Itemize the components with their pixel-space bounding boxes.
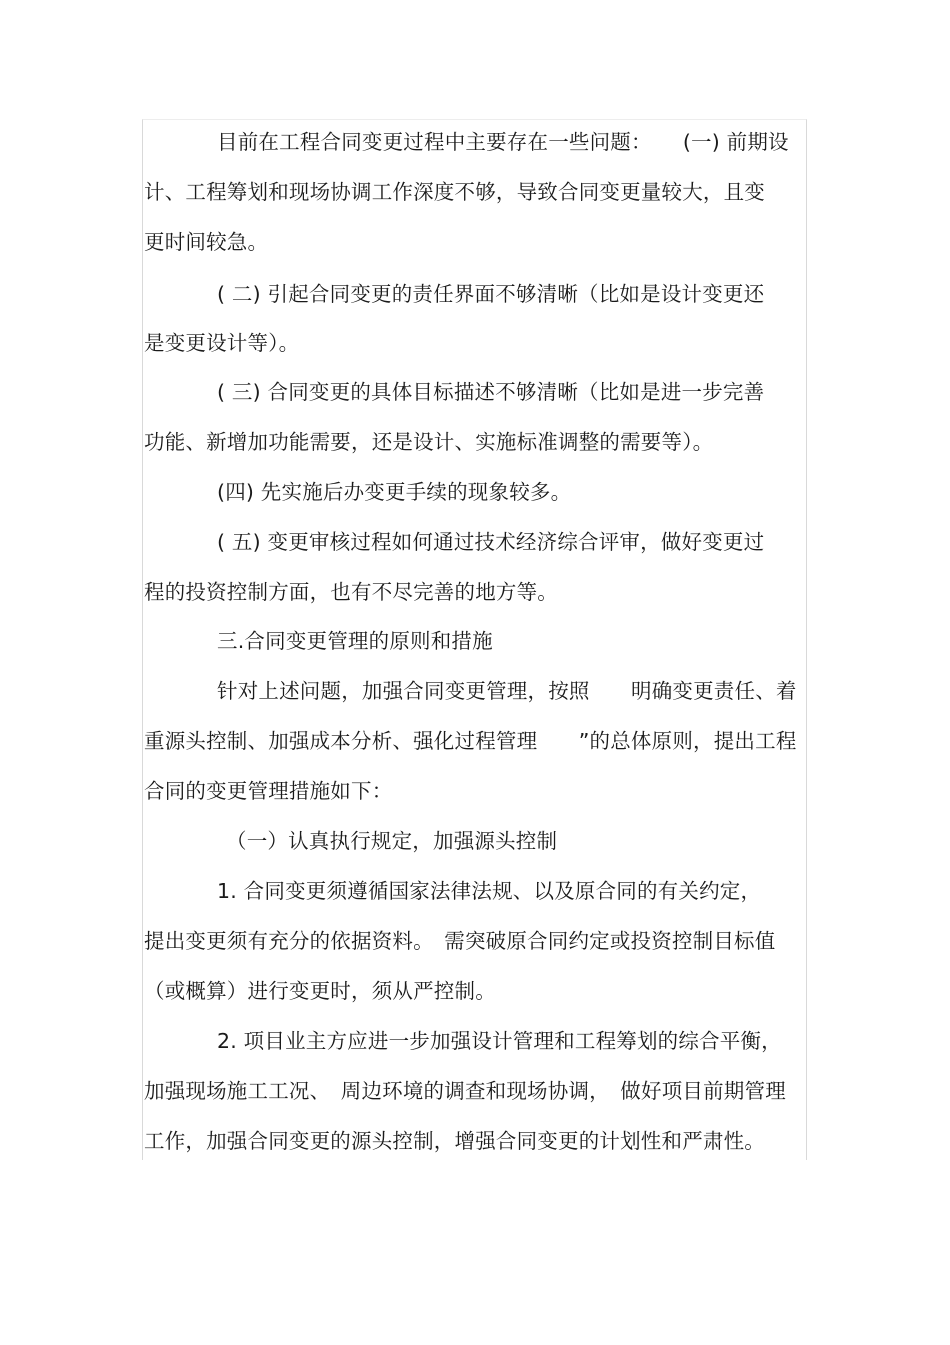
text-line-1: 目前在工程合同变更过程中主要存在一些问题： (一) 前期设	[217, 130, 789, 154]
section-heading: 三.合同变更管理的原则和措施	[217, 629, 493, 653]
text-line-4: ( 二) 引起合同变更的责任界面不够清晰（比如是设计变更还	[217, 282, 765, 306]
text-line-18: （或概算）进行变更时，须从严控制。	[144, 979, 496, 1003]
text-line-20: 加强现场施工工况、 周边环境的调查和现场协调， 做好项目前期管理	[144, 1079, 786, 1103]
text-line-12: 针对上述问题，加强合同变更管理，按照 明确变更责任、着	[217, 679, 797, 703]
text-line-21: 工作，加强合同变更的源头控制，增强合同变更的计划性和严肃性。	[144, 1129, 765, 1153]
text-line-2: 计、工程筹划和现场协调工作深度不够，导致合同变更量较大，且变	[144, 180, 765, 204]
text-line-3: 更时间较急。	[144, 230, 269, 254]
text-line-5: 是变更设计等）。	[144, 331, 300, 355]
text-line-10: 程的投资控制方面，也有不尽完善的地方等。	[144, 580, 558, 604]
text-line-19: 2. 项目业主方应进一步加强设计管理和工程筹划的综合平衡，	[217, 1029, 782, 1053]
text-line-17: 提出变更须有充分的依据资料。 需突破原合同约定或投资控制目标值	[144, 929, 776, 953]
text-line-7: 功能、新增加功能需要，还是设计、实施标准调整的需要等）。	[144, 430, 714, 454]
text-line-8: (四) 先实施后办变更手续的现象较多。	[217, 480, 572, 504]
text-line-14: 合同的变更管理措施如下：	[144, 779, 393, 803]
text-line-6: ( 三) 合同变更的具体目标描述不够清晰（比如是进一步完善	[217, 380, 765, 404]
text-line-16: 1. 合同变更须遵循国家法律法规、以及原合同的有关约定，	[217, 879, 762, 903]
text-line-13: 重源头控制、加强成本分析、强化过程管理 ”的总体原则，提出工程	[144, 729, 797, 753]
text-line-9: ( 五) 变更审核过程如何通过技术经济综合评审，做好变更过	[217, 530, 765, 554]
subsection-heading: （一）认真执行规定，加强源头控制	[226, 829, 558, 853]
